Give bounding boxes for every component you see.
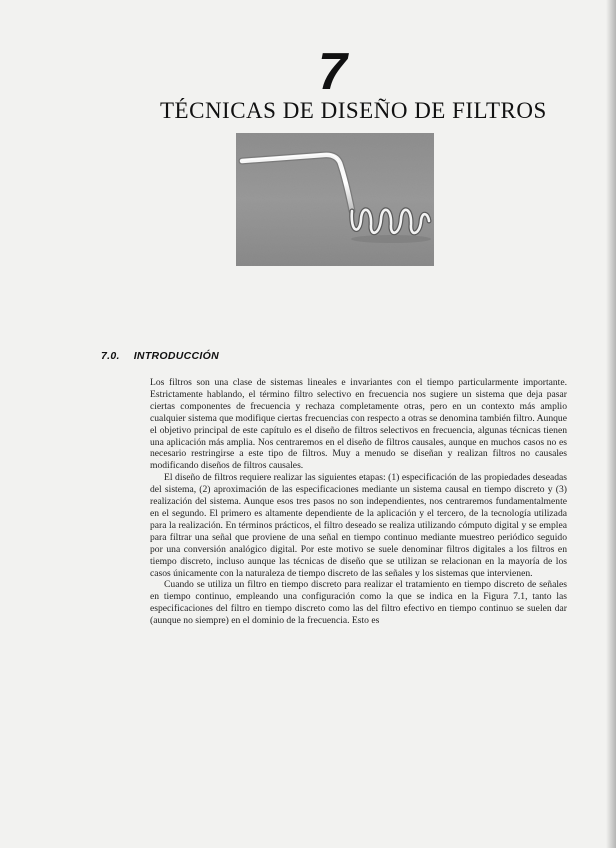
chapter-number: 7 — [318, 43, 347, 101]
page-edge-shadow — [606, 0, 616, 848]
chapter-title: TÉCNICAS DE DISEÑO DE FILTROS — [160, 98, 547, 123]
section-title: INTRODUCCIÓN — [133, 350, 219, 362]
section-heading — [101, 350, 219, 362]
body-text — [150, 377, 567, 627]
lowpass-filter-response-icon — [236, 133, 434, 266]
paragraph: Cuando se utiliza un filtro en tiempo discreto para realizar el tratamiento en tiempo discreto de señales en tiempo continuo, empleando una configuración como la que se indica en la Figura 7.1, tanto las especificaciones del filtro en tiempo discreto como las del filtro efectivo en tiempo continuo se suelen dar (aunque no siempre) en el dominio de la frecuencia. Esto es — [150, 579, 567, 627]
chapter-figure — [236, 133, 434, 266]
section-number: 7.0. — [101, 350, 120, 362]
paragraph: Los filtros son una clase de sistemas lineales e invariantes con el tiempo particularmente importante. Estrictamente hablando, el término filtro selectivo en frecuencia nos sugiere un sistema que deja pasar ciertas componentes de frecuencia y rechaza completamente otras, pero en un contexto más amplio cualquier sistema que modifique ciertas frecuencias con respecto a otras se denomina también filtro. Aunque el objetivo principal de este capítulo es el diseño de filtros selectivos en frecuencia, algunas técnicas tienen una aplicación más amplia. Nos centraremos en el diseño de filtros causales, aunque en muchos casos no es necesario restringirse a este tipo de filtros. Muy a menudo se diseñan y realizan filtros no causales modificando diseños de filtros causales. — [150, 377, 567, 472]
paragraph: El diseño de filtros requiere realizar las siguientes etapas: (1) especificación de las propiedades deseadas del sistema, (2) aproximación de las especificaciones mediante un sistema causal en tiempo discreto y (3) realización del sistema. Aunque esos tres pasos no son independientes, nos centraremos fundamentalmente en el segundo. El primero es altamente dependiente de la aplicación y el tercero, de la tecnología utilizada para la realización. En términos prácticos, el filtro deseado se realiza utilizando cómputo digital y se emplea para filtrar una señal que proviene de una señal en tiempo continuo mediante muestreo periódico seguido por una conversión analógico digital. Por este motivo se suele denominar filtros digitales a los filtros en tiempo discreto, incluso aunque las técnicas de diseño que se utilizan se relacionan en la mayoría de los casos únicamente con la naturaleza de tiempo discreto de las señales y los sistemas que intervienen. — [150, 472, 567, 579]
